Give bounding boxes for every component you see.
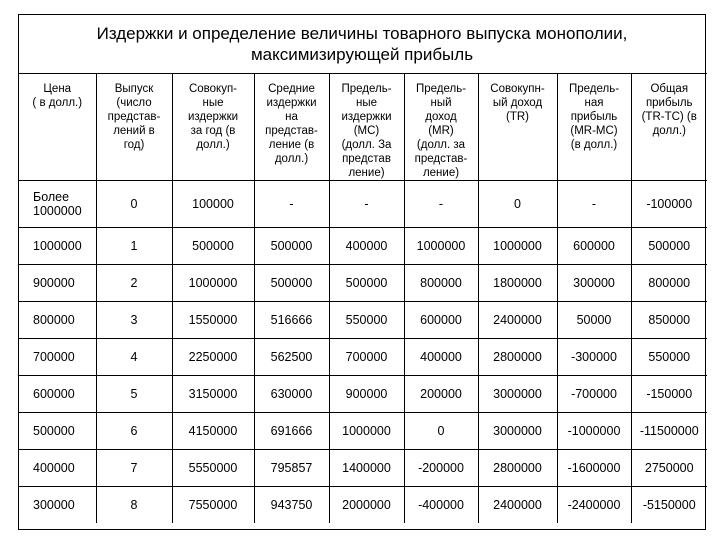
table-cell: 800000 — [19, 302, 96, 339]
title-line-1: Издержки и определение величины товарного выпуска монополии, — [96, 24, 628, 43]
header-marginal-cost — [329, 74, 404, 181]
table-cell: -1000000 — [557, 413, 631, 450]
table-cell: 2800000 — [478, 450, 557, 487]
table-cell: 2400000 — [478, 302, 557, 339]
table-cell: -1600000 — [557, 450, 631, 487]
table-row — [19, 181, 707, 228]
table-cell: 500000 — [19, 413, 96, 450]
table-cell: 3000000 — [478, 376, 557, 413]
header-line: ление) — [348, 167, 385, 179]
table-cell: Более 1000000 — [19, 181, 96, 228]
table-cell: 4150000 — [172, 413, 254, 450]
table-cell: 550000 — [631, 339, 707, 376]
header-line: Предель- — [568, 83, 620, 95]
table-cell: 2750000 — [631, 450, 707, 487]
table-cell: -100000 — [631, 181, 707, 228]
table-cell: 2 — [96, 265, 172, 302]
header-line: ый доход — [492, 97, 543, 109]
header-line: представ- — [414, 153, 468, 165]
table-cell: 550000 — [329, 302, 404, 339]
table-cell: - — [329, 181, 404, 228]
header-line: издержки — [266, 97, 317, 109]
table-cell: 2250000 — [172, 339, 254, 376]
table-cell: 5 — [96, 376, 172, 413]
table-cell: 900000 — [329, 376, 404, 413]
table-cell: 700000 — [329, 339, 404, 376]
table-cell: 6 — [96, 413, 172, 450]
table-row — [19, 302, 707, 339]
table-row — [19, 339, 707, 376]
table-cell: 3000000 — [478, 413, 557, 450]
header-line: Общая — [650, 83, 689, 95]
table-cell: 7 — [96, 450, 172, 487]
table-cell: - — [254, 181, 329, 228]
table-cell: 0 — [96, 181, 172, 228]
table-cell: -150000 — [631, 376, 707, 413]
table-cell: 1000000 — [172, 265, 254, 302]
table-cell: 7550000 — [172, 487, 254, 524]
table-cell: 691666 — [254, 413, 329, 450]
table-cell: -5150000 — [631, 487, 707, 524]
header-line: ( в долл.) — [32, 97, 83, 109]
table-cell: -300000 — [557, 339, 631, 376]
table-cell: 1000000 — [478, 228, 557, 265]
table-cell: 2800000 — [478, 339, 557, 376]
header-line: (MR-MC) — [570, 125, 618, 137]
table-cell: 500000 — [329, 265, 404, 302]
table-cell: 500000 — [172, 228, 254, 265]
table-row — [19, 413, 707, 450]
table-cell: 3150000 — [172, 376, 254, 413]
header-line: (TR-TC) (в — [641, 111, 697, 123]
header-line: ление) — [422, 167, 460, 179]
header-line: долл.) — [196, 139, 230, 151]
table-cell: 800000 — [631, 265, 707, 302]
table-cell: 4 — [96, 339, 172, 376]
header-line: Предель- — [415, 83, 467, 95]
table-cell: 600000 — [404, 302, 478, 339]
table-cell: 400000 — [19, 450, 96, 487]
header-line: лений в — [113, 125, 155, 137]
table-cell: 943750 — [254, 487, 329, 524]
table-cell: -11500000 — [631, 413, 707, 450]
table-cell: 100000 — [172, 181, 254, 228]
table-cell: 2000000 — [329, 487, 404, 524]
header-line: Совокупн- — [490, 83, 545, 95]
header-line: (MR) — [428, 125, 454, 137]
header-line: долл.) — [652, 125, 686, 137]
table-cell: 630000 — [254, 376, 329, 413]
table-cell: - — [404, 181, 478, 228]
table-cell: 500000 — [254, 265, 329, 302]
table-row — [19, 376, 707, 413]
header-line: ные — [355, 97, 377, 109]
table-cell: 562500 — [254, 339, 329, 376]
header-line: долл.) — [274, 153, 309, 165]
table-cell: 600000 — [557, 228, 631, 265]
table-row — [19, 228, 707, 265]
header-line: Совокуп- — [188, 83, 238, 95]
header-output — [96, 74, 172, 181]
header-line: представ — [342, 153, 391, 165]
table-cell: 1000000 — [19, 228, 96, 265]
header-line: Средние — [268, 83, 315, 95]
header-line: представ- — [265, 125, 318, 137]
header-marginal-revenue — [404, 74, 478, 181]
header-line: (долл. за — [416, 139, 466, 151]
table-cell: 700000 — [19, 339, 96, 376]
header-marginal-profit — [557, 74, 631, 181]
header-line: прибыль — [570, 111, 618, 123]
header-line: (долл. За — [341, 139, 392, 151]
table-cell: 5550000 — [172, 450, 254, 487]
header-price — [19, 74, 96, 181]
header-total-revenue — [478, 74, 557, 181]
table-cell: 850000 — [631, 302, 707, 339]
table-body — [19, 181, 707, 524]
header-line: за год (в — [190, 125, 236, 137]
table-cell: 3 — [96, 302, 172, 339]
title-line-2: максимизирующей прибыль — [250, 45, 474, 64]
header-line: Предель- — [341, 83, 392, 95]
table-row — [19, 450, 707, 487]
header-line: ление (в — [268, 139, 315, 151]
header-total-profit — [631, 74, 707, 181]
table-cell: 0 — [404, 413, 478, 450]
cost-table — [19, 73, 707, 523]
header-line: ный — [430, 97, 452, 109]
header-line: (TR) — [506, 111, 529, 123]
header-line: ная — [584, 97, 604, 109]
header-total-cost — [172, 74, 254, 181]
header-line: представ- — [107, 111, 161, 123]
header-line: на — [285, 111, 298, 123]
table-cell: 1800000 — [478, 265, 557, 302]
table-row — [19, 265, 707, 302]
table-cell: 300000 — [19, 487, 96, 524]
table-cell: 200000 — [404, 376, 478, 413]
header-line: Выпуск — [114, 83, 154, 95]
table-cell: -400000 — [404, 487, 478, 524]
table-cell: 516666 — [254, 302, 329, 339]
header-line: ные — [202, 97, 224, 109]
table-cell: 400000 — [329, 228, 404, 265]
document-page — [18, 14, 706, 530]
table-cell: 8 — [96, 487, 172, 524]
header-average-cost — [254, 74, 329, 181]
header-line: год) — [123, 139, 145, 151]
header-line: Цена — [43, 83, 72, 95]
table-cell: 600000 — [19, 376, 96, 413]
table-cell: 1400000 — [329, 450, 404, 487]
table-cell: 1 — [96, 228, 172, 265]
header-line: (MC) — [353, 125, 380, 137]
header-line: (в долл.) — [570, 139, 618, 151]
table-cell: 1000000 — [404, 228, 478, 265]
header-line: прибыль — [645, 97, 693, 109]
table-cell: 400000 — [404, 339, 478, 376]
header-line: издержки — [187, 111, 239, 123]
table-cell: 50000 — [557, 302, 631, 339]
page-title — [19, 15, 705, 73]
table-cell: 500000 — [254, 228, 329, 265]
table-cell: 900000 — [19, 265, 96, 302]
table-cell: 800000 — [404, 265, 478, 302]
table-cell: 300000 — [557, 265, 631, 302]
table-header-row — [19, 74, 707, 181]
header-line: доход — [425, 111, 457, 123]
table-cell: -200000 — [404, 450, 478, 487]
header-line: издержки — [341, 111, 392, 123]
table-cell: -700000 — [557, 376, 631, 413]
table-cell: - — [557, 181, 631, 228]
table-cell: 500000 — [631, 228, 707, 265]
table-cell: 795857 — [254, 450, 329, 487]
header-line: (число — [116, 97, 152, 109]
table-row — [19, 487, 707, 524]
table-cell: 1000000 — [329, 413, 404, 450]
table-cell: 2400000 — [478, 487, 557, 524]
table-cell: 1550000 — [172, 302, 254, 339]
table-cell: 0 — [478, 181, 557, 228]
table-cell: -2400000 — [557, 487, 631, 524]
